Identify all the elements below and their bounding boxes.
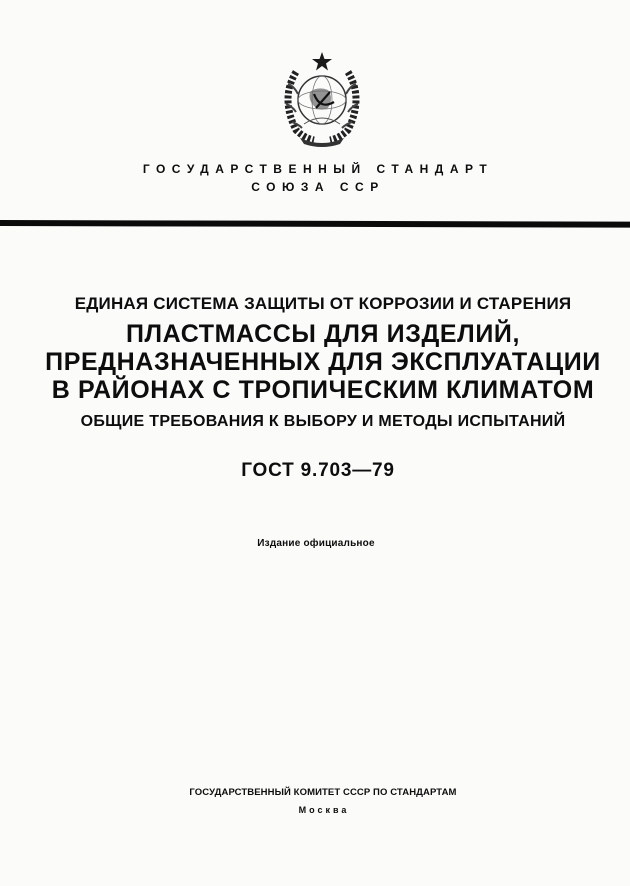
series-title: ЕДИНАЯ СИСТЕМА ЗАЩИТЫ ОТ КОРРОЗИИ И СТАРЕНИЯ — [74, 294, 572, 313]
publication-city: Москва — [298, 805, 350, 815]
header-ussr: СОЮЗА ССР — [251, 180, 385, 194]
state-emblem-icon — [274, 50, 370, 148]
publisher: ГОСУДАРСТВЕННЫЙ КОМИТЕТ СССР ПО СТАНДАРТАМ — [189, 787, 457, 798]
divider-rule — [0, 220, 630, 228]
title-line: ПЛАСТМАССЫ ДЛЯ ИЗДЕЛИЙ, — [125, 320, 521, 348]
standard-number: ГОСТ 9.703—79 — [241, 460, 395, 481]
title-line: ПРЕДНАЗНАЧЕННЫХ ДЛЯ ЭКСПЛУАТАЦИИ — [45, 348, 601, 376]
header-state-standard: ГОСУДАРСТВЕННЫЙ СТАНДАРТ — [142, 162, 494, 176]
document-subtitle: ОБЩИЕ ТРЕБОВАНИЯ К ВЫБОРУ И МЕТОДЫ ИСПЫТАНИЙ — [80, 413, 566, 430]
edition-note: Издание официальное — [257, 538, 375, 549]
document-title — [0, 320, 630, 404]
title-line: В РАЙОНАХ С ТРОПИЧЕСКИМ КЛИМАТОМ — [51, 376, 595, 404]
